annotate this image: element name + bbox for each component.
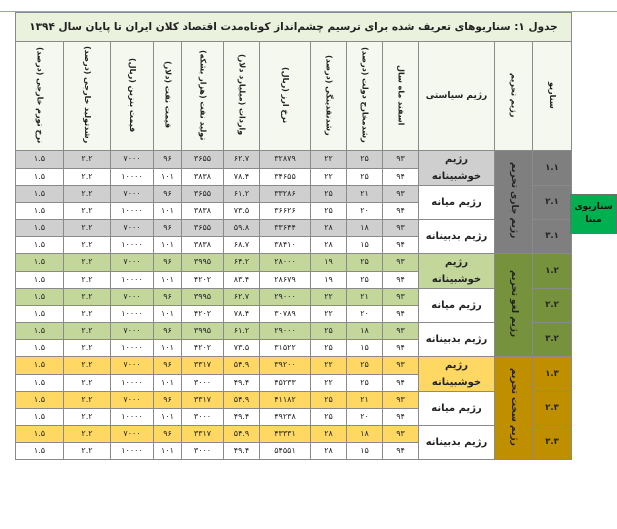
cell-oil-production: ۴۲۰۲ xyxy=(182,306,224,323)
cell-ext-growth: ۲.۲ xyxy=(64,237,111,254)
cell-year: ۹۳ xyxy=(383,220,419,237)
cell-oil-production: ۴۲۰۲ xyxy=(182,340,224,357)
policy-regime-cell: رژیم میانه xyxy=(419,186,495,220)
cell-gas-price: ۷۰۰۰ xyxy=(111,220,154,237)
cell-gov-spending: ۲۱ xyxy=(347,392,383,409)
cell-gov-spending: ۲۰ xyxy=(347,306,383,323)
cell-imports: ۶۸.۷ xyxy=(224,237,260,254)
cell-gas-price: ۷۰۰۰ xyxy=(111,392,154,409)
cell-year: ۹۴ xyxy=(383,340,419,357)
header-liquidity-label: رشدنقدینگی (درصد) xyxy=(324,54,334,136)
cell-gas-price: ۷۰۰۰ xyxy=(111,151,154,169)
cell-ext-inflation: ۱.۵ xyxy=(16,443,64,460)
cell-gas-price: ۷۰۰۰ xyxy=(111,426,154,443)
cell-ext-inflation: ۱.۵ xyxy=(16,203,64,220)
cell-year: ۹۳ xyxy=(383,323,419,340)
scenario-id-cell: ۱.۳ xyxy=(533,357,572,392)
cell-gov-spending: ۲۵ xyxy=(347,168,383,186)
table-row xyxy=(16,392,572,409)
header-ext-inflation xyxy=(16,42,64,151)
cell-ext-inflation: ۱.۵ xyxy=(16,357,64,375)
cell-oil-production: ۳۹۹۵ xyxy=(182,289,224,306)
header-gas-price-label: قیمت بنزین (ریال) xyxy=(128,57,137,133)
cell-ext-growth: ۲.۲ xyxy=(64,220,111,237)
cell-imports: ۸۳.۴ xyxy=(224,271,260,289)
cell-liquidity: ۱۹ xyxy=(311,254,347,272)
table-row xyxy=(16,323,572,340)
cell-ext-growth: ۲.۲ xyxy=(64,426,111,443)
header-year xyxy=(383,42,419,151)
cell-oil-production: ۳۹۹۵ xyxy=(182,254,224,272)
cell-gas-price: ۱۰۰۰۰ xyxy=(111,374,154,392)
table-row xyxy=(16,289,572,306)
cell-oil-production: ۳۶۵۵ xyxy=(182,220,224,237)
policy-regime-cell: رژیم خوشبینانه xyxy=(419,151,495,186)
cell-oil-price: ۹۶ xyxy=(154,220,182,237)
cell-ext-inflation: ۱.۵ xyxy=(16,374,64,392)
cell-year: ۹۴ xyxy=(383,237,419,254)
cell-oil-price: ۱۰۱ xyxy=(154,271,182,289)
cell-gov-spending: ۲۰ xyxy=(347,203,383,220)
cell-oil-price: ۹۶ xyxy=(154,392,182,409)
cell-oil-price: ۹۶ xyxy=(154,254,182,272)
policy-regime-cell: رژیم بدبینانه xyxy=(419,426,495,460)
cell-ext-inflation: ۱.۵ xyxy=(16,254,64,272)
cell-fx-rate: ۳۳۶۴۴ xyxy=(260,220,311,237)
cell-ext-growth: ۲.۲ xyxy=(64,306,111,323)
cell-ext-growth: ۲.۲ xyxy=(64,443,111,460)
cell-ext-inflation: ۱.۵ xyxy=(16,168,64,186)
header-imports xyxy=(224,42,260,151)
cell-ext-inflation: ۱.۵ xyxy=(16,306,64,323)
cell-ext-inflation: ۱.۵ xyxy=(16,151,64,169)
cell-oil-production: ۳۸۳۸ xyxy=(182,168,224,186)
cell-liquidity: ۲۵ xyxy=(311,409,347,426)
policy-regime-cell: رژیم بدبینانه xyxy=(419,220,495,254)
cell-ext-growth: ۲.۲ xyxy=(64,203,111,220)
cell-imports: ۶۱.۲ xyxy=(224,323,260,340)
scenario-table xyxy=(15,12,572,460)
cell-oil-price: ۱۰۱ xyxy=(154,168,182,186)
cell-oil-production: ۳۰۰۰ xyxy=(182,409,224,426)
header-scenario xyxy=(533,42,572,151)
cell-imports: ۴۹.۴ xyxy=(224,443,260,460)
header-oil-price xyxy=(154,42,182,151)
cell-year: ۹۳ xyxy=(383,254,419,272)
sanction-regime-label: رژیم سخت تحریم xyxy=(509,367,519,446)
cell-gov-spending: ۲۵ xyxy=(347,151,383,169)
header-policy: رژیم سیاستی xyxy=(419,42,495,151)
header-fx-rate xyxy=(260,42,311,151)
table-title: جدول ۱: سناریوهای تعریف شده برای ترسیم چشم‌انداز کوتاه‌مدت اقتصاد کلان ایران تا پایان سال ۱۳۹۴ xyxy=(16,13,572,42)
cell-fx-rate: ۳۸۴۱۰ xyxy=(260,237,311,254)
cell-liquidity: ۲۲ xyxy=(311,306,347,323)
cell-ext-growth: ۲.۲ xyxy=(64,392,111,409)
cell-fx-rate: ۳۲۸۷۹ xyxy=(260,151,311,169)
cell-fx-rate: ۴۳۳۳۱ xyxy=(260,426,311,443)
sanction-regime-cell xyxy=(495,357,533,460)
cell-fx-rate: ۲۹۰۰۰ xyxy=(260,323,311,340)
cell-liquidity: ۲۵ xyxy=(311,323,347,340)
cell-liquidity: ۲۵ xyxy=(311,186,347,203)
cell-year: ۹۴ xyxy=(383,409,419,426)
cell-ext-growth: ۲.۲ xyxy=(64,289,111,306)
cell-fx-rate: ۳۹۲۰۰ xyxy=(260,357,311,375)
cell-liquidity: ۲۸ xyxy=(311,237,347,254)
cell-liquidity: ۲۵ xyxy=(311,340,347,357)
cell-ext-growth: ۲.۲ xyxy=(64,374,111,392)
cell-gas-price: ۷۰۰۰ xyxy=(111,323,154,340)
cell-ext-growth: ۲.۲ xyxy=(64,340,111,357)
cell-gas-price: ۷۰۰۰ xyxy=(111,289,154,306)
table-row xyxy=(16,151,572,169)
cell-imports: ۷۸.۴ xyxy=(224,168,260,186)
cell-ext-inflation: ۱.۵ xyxy=(16,220,64,237)
header-oil-production-label: تولید نفت (هزار بشکه) xyxy=(198,49,208,141)
cell-gov-spending: ۲۱ xyxy=(347,289,383,306)
cell-imports: ۵۴.۹ xyxy=(224,426,260,443)
scenario-table-frame xyxy=(15,12,571,527)
cell-fx-rate: ۳۴۶۵۵ xyxy=(260,168,311,186)
cell-ext-inflation: ۱.۵ xyxy=(16,271,64,289)
cell-year: ۹۴ xyxy=(383,271,419,289)
cell-ext-growth: ۲.۲ xyxy=(64,323,111,340)
cell-gas-price: ۷۰۰۰ xyxy=(111,254,154,272)
cell-oil-price: ۹۶ xyxy=(154,323,182,340)
cell-liquidity: ۲۸ xyxy=(311,426,347,443)
cell-oil-price: ۱۰۱ xyxy=(154,203,182,220)
scenario-id-cell: ۲.۳ xyxy=(533,392,572,426)
cell-year: ۹۴ xyxy=(383,168,419,186)
cell-fx-rate: ۳۰۷۸۹ xyxy=(260,306,311,323)
cell-year: ۹۳ xyxy=(383,357,419,375)
cell-oil-production: ۳۸۳۸ xyxy=(182,237,224,254)
cell-year: ۹۳ xyxy=(383,392,419,409)
cell-liquidity: ۲۲ xyxy=(311,289,347,306)
cell-liquidity: ۱۹ xyxy=(311,271,347,289)
cell-gas-price: ۱۰۰۰۰ xyxy=(111,306,154,323)
sanction-regime-cell xyxy=(495,151,533,254)
cell-oil-price: ۱۰۱ xyxy=(154,237,182,254)
table-row xyxy=(16,254,572,272)
cell-fx-rate: ۴۱۱۸۲ xyxy=(260,392,311,409)
cell-imports: ۵۹.۸ xyxy=(224,220,260,237)
header-row xyxy=(16,42,572,151)
sanction-regime-label: رژیم لغو تحریم xyxy=(509,269,519,338)
header-gas-price xyxy=(111,42,154,151)
cell-gov-spending: ۱۸ xyxy=(347,220,383,237)
policy-regime-cell: رژیم میانه xyxy=(419,392,495,426)
header-imports-label: واردات (میلیارد دلار) xyxy=(237,54,247,136)
cell-imports: ۷۸.۴ xyxy=(224,306,260,323)
sanction-regime-label: رژیم جاری تحریم xyxy=(509,162,519,239)
cell-oil-price: ۱۰۱ xyxy=(154,443,182,460)
header-liquidity xyxy=(311,42,347,151)
cell-ext-inflation: ۱.۵ xyxy=(16,237,64,254)
cell-ext-inflation: ۱.۵ xyxy=(16,340,64,357)
table-row xyxy=(16,357,572,375)
cell-gov-spending: ۲۵ xyxy=(347,271,383,289)
cell-imports: ۷۳.۵ xyxy=(224,340,260,357)
cell-oil-production: ۳۳۱۷ xyxy=(182,357,224,375)
scenario-id-cell: ۱.۲ xyxy=(533,254,572,289)
cell-oil-price: ۹۶ xyxy=(154,426,182,443)
cell-gas-price: ۱۰۰۰۰ xyxy=(111,443,154,460)
cell-oil-price: ۱۰۱ xyxy=(154,340,182,357)
cell-ext-growth: ۲.۲ xyxy=(64,254,111,272)
cell-gov-spending: ۱۸ xyxy=(347,426,383,443)
cell-gov-spending: ۲۱ xyxy=(347,186,383,203)
cell-oil-production: ۳۰۰۰ xyxy=(182,374,224,392)
cell-gov-spending: ۱۸ xyxy=(347,323,383,340)
cell-imports: ۶۲.۷ xyxy=(224,151,260,169)
cell-imports: ۶۱.۲ xyxy=(224,186,260,203)
cell-gov-spending: ۲۵ xyxy=(347,254,383,272)
cell-fx-rate: ۳۶۶۲۶ xyxy=(260,203,311,220)
cell-imports: ۶۲.۷ xyxy=(224,289,260,306)
header-gov-spending-label: رشدمخارج دولت (درصد) xyxy=(360,47,370,143)
cell-year: ۹۳ xyxy=(383,426,419,443)
cell-ext-growth: ۲.۲ xyxy=(64,151,111,169)
cell-fx-rate: ۲۸۰۰۰ xyxy=(260,254,311,272)
header-oil-production xyxy=(182,42,224,151)
cell-imports: ۴۹.۴ xyxy=(224,374,260,392)
cell-ext-growth: ۲.۲ xyxy=(64,357,111,375)
cell-oil-production: ۳۳۱۷ xyxy=(182,426,224,443)
scenario-id-cell: ۱.۱ xyxy=(533,151,572,186)
cell-year: ۹۳ xyxy=(383,151,419,169)
cell-gas-price: ۱۰۰۰۰ xyxy=(111,203,154,220)
cell-liquidity: ۲۸ xyxy=(311,220,347,237)
header-ext-inflation-label: نرخ تورم خارجی (درصد) xyxy=(35,46,45,144)
cell-gas-price: ۱۰۰۰۰ xyxy=(111,340,154,357)
cell-imports: ۴۹.۴ xyxy=(224,409,260,426)
policy-regime-cell: رژیم خوشبینانه xyxy=(419,357,495,392)
baseline-scenario-note: سناریوی مبنا xyxy=(570,194,617,234)
header-ext-growth-label: رشدتولید خارجی (درصد) xyxy=(83,46,92,144)
scenario-id-cell: ۳.۳ xyxy=(533,426,572,460)
cell-ext-growth: ۲.۲ xyxy=(64,168,111,186)
cell-oil-production: ۳۸۳۸ xyxy=(182,203,224,220)
cell-gas-price: ۱۰۰۰۰ xyxy=(111,409,154,426)
header-scenario-label: سناریو xyxy=(548,81,557,109)
cell-ext-inflation: ۱.۵ xyxy=(16,409,64,426)
header-sanction-label: رژیم تحریم xyxy=(509,72,519,118)
header-gov-spending xyxy=(347,42,383,151)
cell-gov-spending: ۱۵ xyxy=(347,443,383,460)
cell-oil-price: ۹۶ xyxy=(154,289,182,306)
cell-liquidity: ۲۵ xyxy=(311,203,347,220)
cell-fx-rate: ۲۸۶۷۹ xyxy=(260,271,311,289)
cell-ext-inflation: ۱.۵ xyxy=(16,289,64,306)
cell-imports: ۵۴.۹ xyxy=(224,357,260,375)
cell-oil-production: ۳۰۰۰ xyxy=(182,443,224,460)
table-row xyxy=(16,186,572,203)
cell-fx-rate: ۴۹۲۳۸ xyxy=(260,409,311,426)
cell-year: ۹۴ xyxy=(383,374,419,392)
cell-oil-price: ۱۰۱ xyxy=(154,306,182,323)
policy-regime-cell: رژیم میانه xyxy=(419,289,495,323)
cell-oil-production: ۳۹۹۵ xyxy=(182,323,224,340)
cell-gov-spending: ۱۵ xyxy=(347,340,383,357)
cell-fx-rate: ۲۹۰۰۰ xyxy=(260,289,311,306)
header-oil-price-label: قیمت نفت (دلار) xyxy=(163,61,173,129)
cell-oil-price: ۹۶ xyxy=(154,186,182,203)
cell-ext-inflation: ۱.۵ xyxy=(16,426,64,443)
cell-gas-price: ۱۰۰۰۰ xyxy=(111,237,154,254)
cell-imports: ۷۳.۵ xyxy=(224,203,260,220)
cell-gov-spending: ۲۰ xyxy=(347,409,383,426)
cell-ext-inflation: ۱.۵ xyxy=(16,392,64,409)
cell-gas-price: ۷۰۰۰ xyxy=(111,357,154,375)
cell-liquidity: ۲۲ xyxy=(311,168,347,186)
cell-fx-rate: ۳۳۲۸۶ xyxy=(260,186,311,203)
cell-fx-rate: ۳۱۵۲۲ xyxy=(260,340,311,357)
cell-gov-spending: ۲۵ xyxy=(347,374,383,392)
cell-fx-rate: ۴۵۲۳۳ xyxy=(260,374,311,392)
cell-liquidity: ۲۸ xyxy=(311,443,347,460)
cell-ext-growth: ۲.۲ xyxy=(64,271,111,289)
cell-imports: ۵۴.۹ xyxy=(224,392,260,409)
cell-year: ۹۴ xyxy=(383,443,419,460)
cell-gas-price: ۱۰۰۰۰ xyxy=(111,168,154,186)
cell-gas-price: ۷۰۰۰ xyxy=(111,186,154,203)
cell-oil-production: ۳۶۵۵ xyxy=(182,186,224,203)
table-row xyxy=(16,426,572,443)
cell-oil-price: ۱۰۱ xyxy=(154,374,182,392)
cell-oil-price: ۱۰۱ xyxy=(154,409,182,426)
header-fx-rate-label: نرخ ارز (ریال) xyxy=(281,66,290,124)
cell-gas-price: ۱۰۰۰۰ xyxy=(111,271,154,289)
cell-gov-spending: ۲۵ xyxy=(347,357,383,375)
header-year-label: اسفند ماه سال xyxy=(396,64,406,126)
cell-year: ۹۳ xyxy=(383,186,419,203)
policy-regime-cell: رژیم خوشبینانه xyxy=(419,254,495,289)
cell-liquidity: ۲۲ xyxy=(311,357,347,375)
cell-ext-inflation: ۱.۵ xyxy=(16,323,64,340)
cell-year: ۹۴ xyxy=(383,203,419,220)
cell-ext-inflation: ۱.۵ xyxy=(16,186,64,203)
cell-ext-growth: ۲.۲ xyxy=(64,186,111,203)
cell-liquidity: ۲۲ xyxy=(311,151,347,169)
cell-liquidity: ۲۲ xyxy=(311,374,347,392)
policy-regime-cell: رژیم بدبینانه xyxy=(419,323,495,357)
cell-ext-growth: ۲.۲ xyxy=(64,409,111,426)
scenario-id-cell: ۳.۲ xyxy=(533,323,572,357)
cell-year: ۹۴ xyxy=(383,306,419,323)
sanction-regime-cell xyxy=(495,254,533,357)
table-row xyxy=(16,220,572,237)
scenario-id-cell: ۲.۱ xyxy=(533,186,572,220)
cell-oil-production: ۴۲۰۲ xyxy=(182,271,224,289)
cell-oil-price: ۹۶ xyxy=(154,357,182,375)
header-ext-growth xyxy=(64,42,111,151)
scenario-id-cell: ۲.۲ xyxy=(533,289,572,323)
cell-gov-spending: ۱۵ xyxy=(347,237,383,254)
cell-fx-rate: ۵۴۵۵۱ xyxy=(260,443,311,460)
cell-liquidity: ۲۵ xyxy=(311,392,347,409)
scenario-id-cell: ۳.۱ xyxy=(533,220,572,254)
cell-year: ۹۳ xyxy=(383,289,419,306)
header-sanction xyxy=(495,42,533,151)
cell-oil-price: ۹۶ xyxy=(154,151,182,169)
cell-oil-production: ۳۳۱۷ xyxy=(182,392,224,409)
cell-oil-production: ۳۶۵۵ xyxy=(182,151,224,169)
cell-imports: ۶۴.۲ xyxy=(224,254,260,272)
